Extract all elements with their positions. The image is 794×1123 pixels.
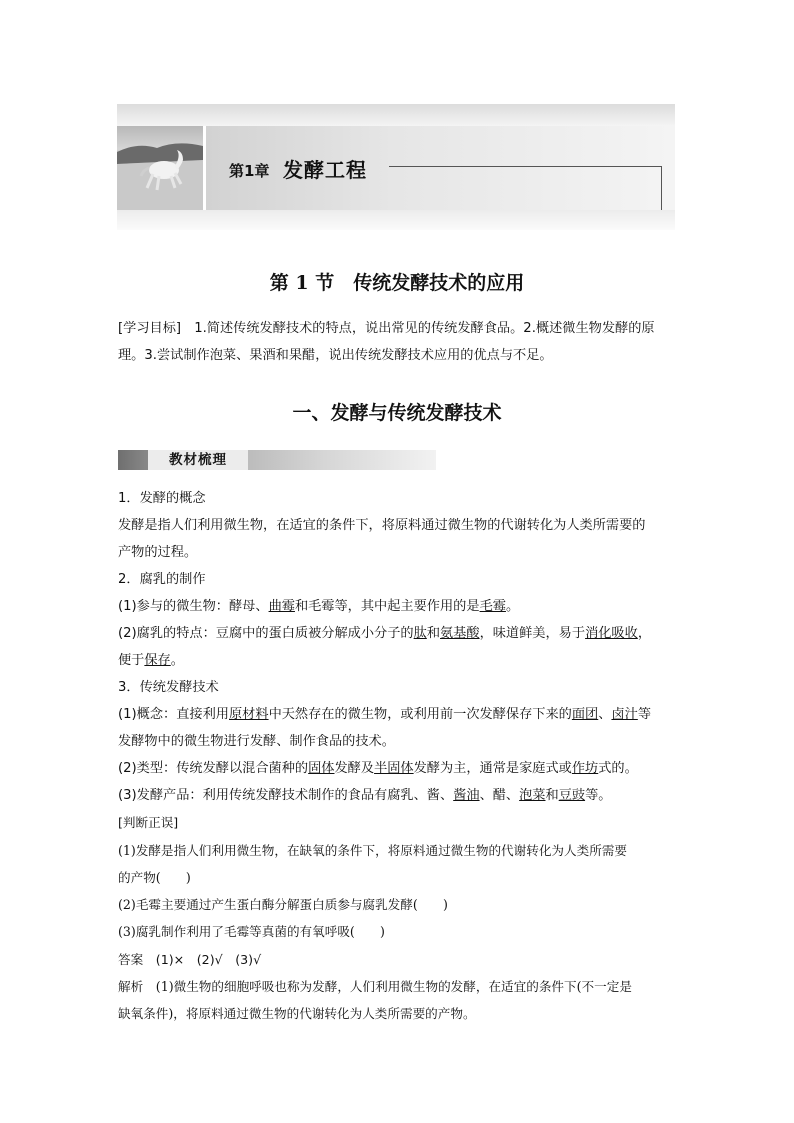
underlined-answer: 固体 [308,761,335,776]
text: 便于 [118,653,145,668]
judge-question-2: (2)毛霉主要通过产生蛋白酶分解蛋白质参与腐乳发酵( ) [118,897,448,912]
text: 。 [505,599,520,614]
paragraph-line [118,784,680,803]
text: (2)类型：传统发酵以混合菌种的 [118,761,309,776]
judge-analysis: 解析 (1)微生物的细胞呼吸也称为发酵，人们利用微生物的发酵，在适宜的条件下(不一定是 [118,979,632,994]
text: 、醋、 [479,788,520,803]
judge-question-1: (1)发酵是指人们利用微生物，在缺氧的条件下，将原料通过微生物的代谢转化为人类所需要 [118,843,627,858]
banner-bottom-strip [117,210,675,230]
text: 等。 [585,788,612,803]
text: 和 [426,626,440,641]
objectives-line-2: 理。3.尝试制作泡菜、果酒和果醋，说出传统发酵技术应用的优点与不足。 [118,348,553,363]
text: ，味道鲜美，易于 [479,626,586,641]
judge-analysis-cont: 缺氧条件)，将原料通过微生物的代谢转化为人类所需要的产物。 [118,1006,476,1021]
text: 中天然存在的微生物，或利用前一次发酵保存下来的 [268,707,572,722]
chapter-rule-vertical [661,166,662,210]
paragraph-line [118,703,680,722]
text: ， [637,626,651,641]
underlined-answer: 卤汁 [611,707,638,722]
judge-question-1-cont: 的产物( ) [118,870,191,885]
underlined-answer: 消化吸收 [585,626,638,641]
paragraph-line [118,622,680,641]
judge-answer: 答案 (1)× (2)√ (3)√ [118,952,262,967]
text: (1)参与的微生物：酵母、 [118,599,269,614]
text: (1)概念：直接利用 [118,707,229,722]
chapter-number: 第1章 [229,162,270,180]
horse-photo [117,126,203,210]
text: 发酵及 [334,761,375,776]
text: (3)发酵产品：利用传统发酵技术制作的食品有腐乳、酱、 [118,788,454,803]
chapter-rule [389,166,661,167]
objectives-line-1: [学习目标] 1.简述传统发酵技术的特点，说出常见的传统发酵食品。2.概述微生物发酵的原 [118,321,655,336]
underlined-answer: 面团 [571,707,599,722]
part-title: 一、发酵与传统发酵技术 [292,402,502,424]
text: 等 [637,707,651,722]
underlined-answer: 酱油 [453,788,480,803]
chapter-banner [117,104,675,230]
underlined-answer: 曲霉 [268,599,295,614]
judge-heading: [判断正误] [118,815,179,830]
horse-image [117,126,203,210]
text: 发酵为主，通常是家庭式或 [413,761,572,776]
underlined-answer: 毛霉 [479,599,506,614]
heading-traditional-tech: 3．传统发酵技术 [118,680,219,695]
underlined-answer: 原材料 [229,707,269,722]
judge-question-3: (3)腐乳制作利用了毛霉等真菌的有氧呼吸( ) [118,924,385,939]
underlined-answer: 半固体 [374,761,414,776]
heading-sufu: 2．腐乳的制作 [118,572,206,587]
paragraph-line: 发酵物中的微生物进行发酵、制作食品的技术。 [118,734,395,749]
paragraph-line [118,595,680,614]
underlined-answer: 氨基酸 [440,626,480,641]
paragraph-line [118,649,680,668]
section-title: 第 1 节 传统发酵技术的应用 [269,272,525,294]
paragraph-line [118,757,680,776]
text: 和 [545,788,559,803]
heading-fermentation-concept: 1．发酵的概念 [118,491,206,506]
paragraph-line: 发酵是指人们利用微生物，在适宜的条件下，将原料通过微生物的代谢转化为人类所需要的 [118,518,646,533]
underlined-answer: 肽 [413,626,427,641]
underlined-answer: 保存 [144,653,171,668]
text: (2)腐乳的特点：豆腐中的蛋白质被分解成小分子的 [118,626,414,641]
learning-objectives [118,315,678,369]
underlined-answer: 泡菜 [519,788,546,803]
chapter-panel [206,126,675,210]
text: 式的。 [598,761,638,776]
underlined-answer: 豆豉 [558,788,586,803]
section-tag: 教材梳理 [148,450,248,470]
chapter-title: 发酵工程 [283,158,367,182]
underlined-answer: 作坊 [571,761,599,776]
text: 。 [170,653,184,668]
text: 、 [598,707,612,722]
banner-top-strip [117,104,675,126]
section-tag-bar [118,450,436,470]
text: 和毛霉等，其中起主要作用的是 [294,599,480,614]
paragraph-line: 产物的过程。 [118,545,198,560]
